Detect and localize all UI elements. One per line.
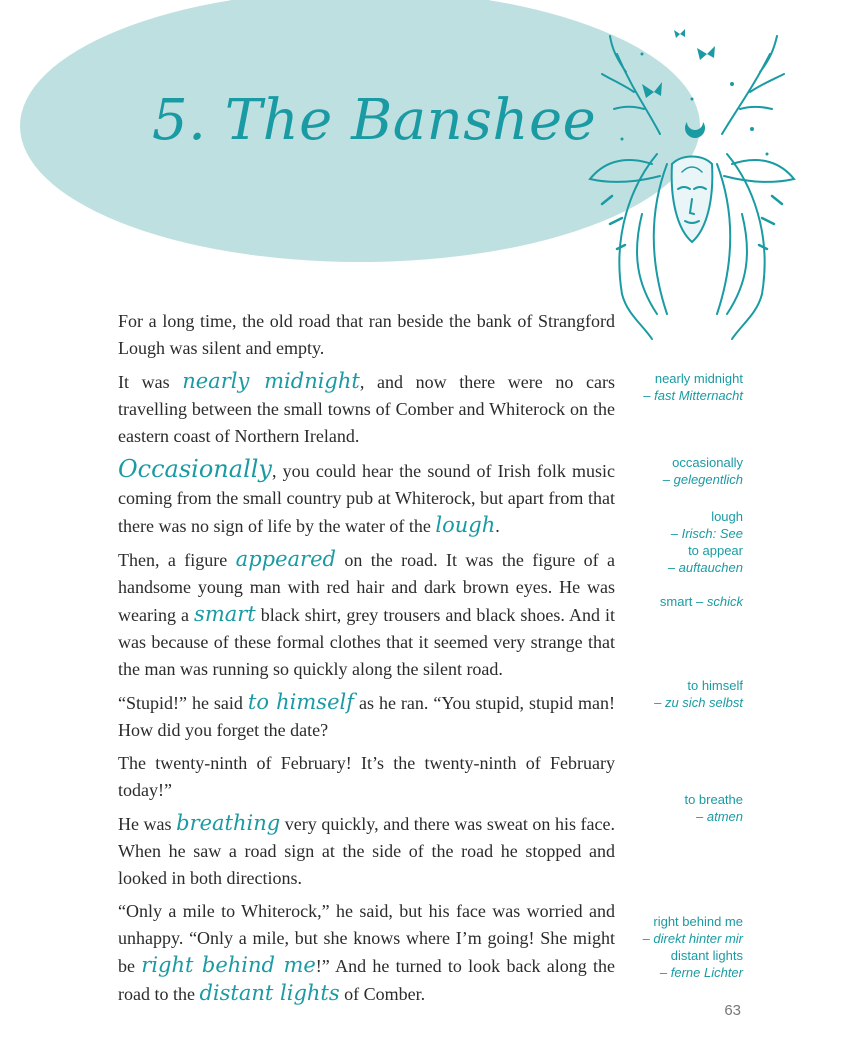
paragraph-text: The twenty-ninth of February! It’s the twenty-ninth of February today!” xyxy=(118,753,615,800)
gloss-german: – gelegentlich xyxy=(662,472,743,487)
paragraph-text: . xyxy=(495,516,500,536)
gloss-english: to breathe xyxy=(684,792,743,807)
glossed-word: lough xyxy=(435,513,496,537)
story-paragraph xyxy=(118,898,615,1008)
glossed-word: Occasionally xyxy=(118,455,272,483)
gloss-english: to himself xyxy=(687,678,743,693)
gloss-entry xyxy=(583,593,743,610)
glossed-word: to himself xyxy=(247,690,354,714)
paragraph-text: “Stupid!” he said xyxy=(118,693,248,713)
story-paragraph xyxy=(118,810,615,892)
story-paragraph xyxy=(118,750,615,804)
paragraph-text: , you could hear the sound of Irish folk music coming from the small country pub at Whiterock, but apart from that there was no sign of life by the water of the xyxy=(118,461,615,536)
paragraph-text: very quickly, and there was sweat on his face. When he saw a road sign at the side of the road he stopped and looked in both directions. xyxy=(118,814,616,888)
gloss-german: – direkt hinter mir xyxy=(642,931,743,946)
gloss-german: schick xyxy=(706,594,743,609)
story-paragraph xyxy=(118,308,615,362)
paragraph-text: on the road. It was the figure of a handsome young man with red hair and dark brown eyes. He was wearing a xyxy=(118,550,615,625)
paragraph-text: For a long time, the old road that ran beside the bank of Strangford Lough was silent and empty. xyxy=(118,311,615,358)
paragraph-text: Then, a figure xyxy=(118,550,236,570)
paragraph-text: !” And he turned to look back along the road to the xyxy=(118,956,615,1004)
paragraph-text: of Comber. xyxy=(339,984,426,1004)
glossed-word: right behind me xyxy=(141,953,316,977)
gloss-english: to appear xyxy=(688,543,743,558)
glossed-word: smart xyxy=(194,602,256,626)
story-paragraph xyxy=(118,368,615,450)
gloss-german: – Irisch: See xyxy=(670,526,743,541)
banshee-illustration-icon xyxy=(582,14,812,354)
gloss-english: smart xyxy=(659,594,693,609)
story-paragraph xyxy=(118,456,615,540)
gloss-entry xyxy=(583,913,743,981)
paragraph-text: It was xyxy=(118,372,183,392)
gloss-entry xyxy=(583,677,743,711)
paragraph-text: , and now there were no cars travelling between the small towns of Comber and Whiterock on the eastern coast of Northern Ireland. xyxy=(118,372,615,446)
gloss-separator: – xyxy=(692,594,707,609)
gloss-german: – zu sich selbst xyxy=(654,695,743,710)
story-text xyxy=(118,308,615,1014)
glossed-word: breathing xyxy=(176,811,281,835)
gloss-english: distant lights xyxy=(670,948,743,963)
gloss-german: – auftauchen xyxy=(667,560,743,575)
story-paragraph xyxy=(118,546,615,683)
paragraph-text: “Only a mile to Whiterock,” he said, but his face was worried and unhappy. “Only a mile, but she knows where I’m going! She might be xyxy=(118,901,615,976)
paragraph-text: as he ran. “You stupid, stupid man! How did you forget the date? xyxy=(118,693,615,740)
gloss-german: – atmen xyxy=(696,809,743,824)
paragraph-text: He was xyxy=(118,814,177,834)
gloss-german: – ferne Lichter xyxy=(659,965,743,980)
chapter-title: 5. The Banshee xyxy=(152,88,597,153)
gloss-entry xyxy=(583,370,743,404)
story-paragraph xyxy=(118,689,615,744)
gloss-english: occasionally xyxy=(672,455,743,470)
paragraph-text: black shirt, grey trousers and black shoes. And it was because of these formal clothes that it seemed very strange that the man was running so quickly along the silent road. xyxy=(118,605,615,679)
gloss-entry xyxy=(583,454,743,488)
gloss-german: – fast Mitternacht xyxy=(643,388,743,403)
page-number: 63 xyxy=(724,1002,741,1019)
gloss-english: lough xyxy=(711,509,743,524)
gloss-english: nearly midnight xyxy=(654,371,743,386)
gloss-entry xyxy=(583,508,743,576)
glossed-word: nearly midnight xyxy=(182,369,360,393)
gloss-entry xyxy=(583,791,743,825)
gloss-english: right behind me xyxy=(653,914,743,929)
glossed-word: distant lights xyxy=(199,981,340,1005)
glossed-word: appeared xyxy=(235,547,336,571)
